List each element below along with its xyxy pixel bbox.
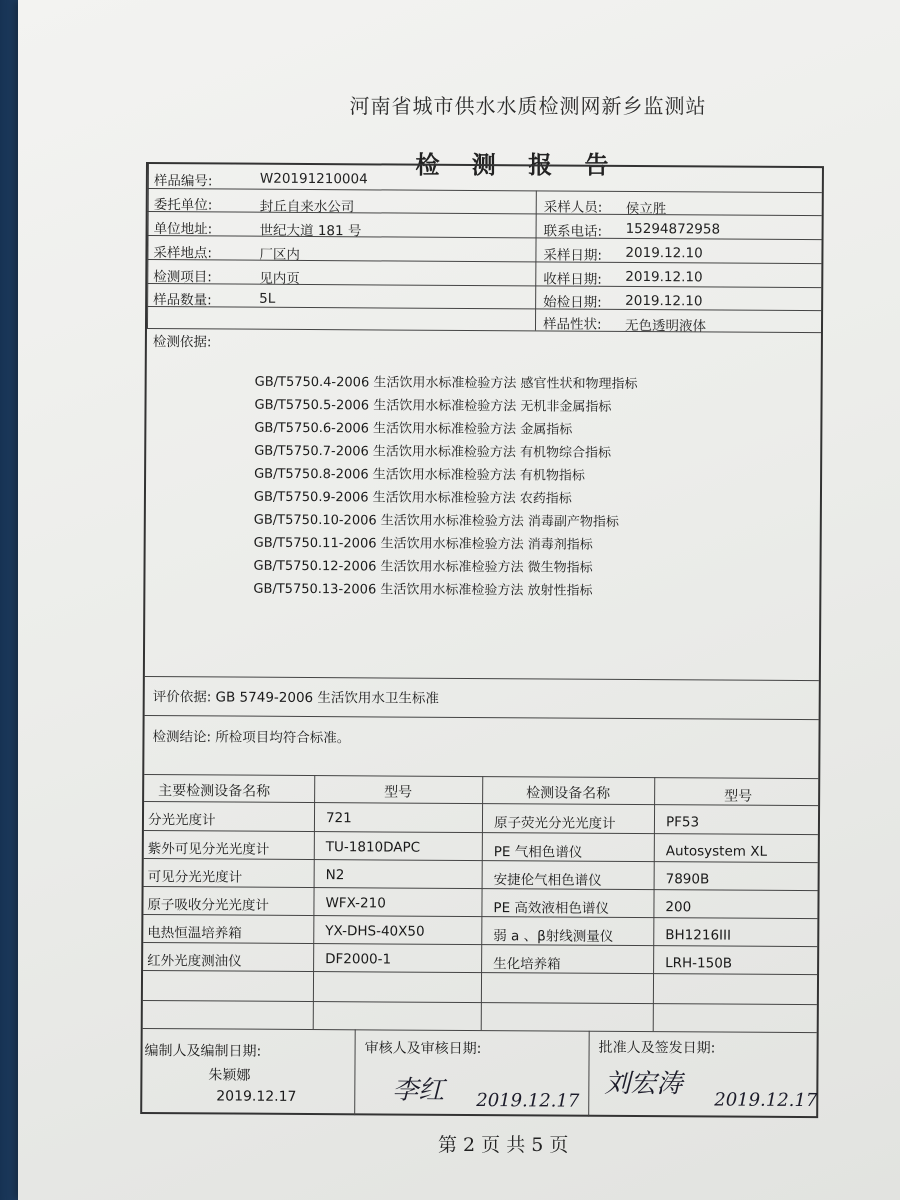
equip-cell: N2 — [325, 867, 345, 884]
row-divider — [148, 188, 822, 193]
method-line: GB/T5750.12-2006 生活饮用水标准检验方法 微生物指标 — [253, 558, 593, 576]
method-line: GB/T5750.8-2006 生活饮用水标准检验方法 有机物指标 — [254, 466, 585, 484]
evaluation-basis: 评价依据: GB 5749-2006 生活饮用水卫生标准 — [152, 689, 440, 707]
client-value: 封丘自来水公司 — [259, 198, 355, 216]
equip-cell: 分光光度计 — [147, 812, 216, 829]
receive-date-value: 2019.12.10 — [625, 268, 703, 286]
basis-label: 检测依据: — [152, 334, 212, 351]
equip-cell: LRH-150B — [665, 955, 733, 972]
col-divider — [313, 775, 316, 1029]
equip-cell: 安捷伦气相色谱仪 — [493, 872, 602, 889]
equip-cell: 生化培养箱 — [493, 956, 561, 973]
receive-date-label: 收样日期: — [543, 271, 602, 288]
sample-id-label: 样品编号: — [153, 173, 213, 190]
col-divider — [481, 776, 484, 1030]
row-divider — [145, 715, 819, 720]
equip-cell: 200 — [665, 899, 692, 916]
report-form — [140, 162, 824, 1118]
sampling-date-value: 2019.12.10 — [625, 244, 703, 262]
equip-cell: Autosystem XL — [665, 843, 768, 860]
test-conclusion: 检测结论: 所检项目均符合标准。 — [152, 729, 351, 747]
row-divider — [147, 259, 821, 264]
sampling-site-value: 厂区内 — [259, 246, 300, 263]
equip-cell: DF2000-1 — [325, 951, 392, 968]
test-items-value: 见内页 — [259, 270, 300, 287]
row-divider — [148, 211, 822, 216]
method-line: GB/T5750.5-2006 生活饮用水标准检验方法 无机非金属指标 — [254, 397, 612, 415]
method-line: GB/T5750.6-2006 生活饮用水标准检验方法 金属指标 — [254, 420, 573, 438]
equip-cell: BH1216III — [665, 927, 732, 944]
sampler-label: 采样人员: — [543, 199, 603, 216]
equip-cell: 7890B — [665, 871, 710, 888]
test-items-label: 检测项目: — [153, 269, 212, 286]
equip-header-model-2: 型号 — [724, 788, 753, 805]
row-divider — [145, 676, 819, 681]
organization-name: 河南省城市供水水质检测网新乡监测站 — [349, 94, 707, 118]
equip-cell: 721 — [325, 810, 352, 827]
sampler-value: 侯立胜 — [625, 200, 667, 218]
equip-cell: TU-1810DAPC — [325, 839, 421, 856]
approver-date: 2019.12.17 — [714, 1089, 818, 1112]
equip-cell: WFX-210 — [325, 895, 386, 912]
sampling-date-label: 采样日期: — [543, 247, 603, 264]
method-line: GB/T5750.4-2006 生活饮用水标准检验方法 感官性状和物理指标 — [254, 374, 638, 393]
col-divider — [588, 1031, 590, 1117]
reviewer-signature: 李红 — [392, 1075, 445, 1106]
col-divider — [653, 777, 656, 1031]
equip-cell: 电热恒温培养箱 — [147, 925, 242, 942]
equip-cell: 原子荧光分光光度计 — [493, 815, 616, 832]
editor-label: 编制人及编制日期: — [144, 1043, 262, 1060]
equip-cell: 红外光度测油仪 — [147, 953, 242, 970]
row-divider — [147, 283, 821, 288]
approver-label: 批准人及签发日期: — [598, 1039, 716, 1057]
sample-qty-label: 样品数量: — [153, 292, 212, 309]
reviewer-date: 2019.12.17 — [476, 1090, 580, 1112]
equip-cell: 紫外可见分光光度计 — [147, 841, 270, 858]
reviewer-label: 审核人及审核日期: — [364, 1040, 482, 1058]
equip-cell: 可见分光光度计 — [147, 869, 243, 886]
address-value: 世纪大道 181 号 — [259, 222, 362, 240]
equip-header-name-2: 检测设备名称 — [526, 785, 611, 802]
phone-value: 15294872958 — [625, 220, 721, 238]
address-label: 单位地址: — [153, 221, 213, 238]
equip-header-model: 型号 — [384, 784, 413, 801]
method-line: GB/T5750.13-2006 生活饮用水标准检验方法 放射性指标 — [253, 581, 593, 599]
sampling-site-label: 采样地点: — [153, 245, 213, 262]
row-divider — [143, 1028, 817, 1033]
start-date-label: 始检日期: — [543, 294, 602, 311]
client-label: 委托单位: — [153, 197, 213, 214]
equip-cell: PF53 — [665, 814, 700, 831]
method-line: GB/T5750.9-2006 生活饮用水标准检验方法 农药指标 — [253, 489, 572, 507]
row-divider — [148, 235, 822, 240]
row-divider — [147, 328, 821, 333]
method-line: GB/T5750.11-2006 生活饮用水标准检验方法 消毒剂指标 — [253, 535, 593, 553]
col-divider — [147, 164, 149, 328]
col-divider — [354, 1029, 356, 1115]
approver-signature: 刘宏涛 — [604, 1068, 683, 1100]
editor-date: 2019.12.17 — [216, 1088, 297, 1105]
report-title: 检 测 报 告 — [415, 150, 621, 179]
equip-cell: PE 气相色谱仪 — [493, 844, 583, 861]
equip-cell: 原子吸收分光光度计 — [147, 897, 270, 914]
sample-appearance-value: 无色透明液体 — [624, 317, 707, 335]
start-date-value: 2019.12.10 — [625, 292, 703, 310]
equip-cell: YX-DHS-40X50 — [325, 923, 425, 940]
equip-cell: PE 高效液相色谱仪 — [493, 900, 609, 917]
editor-name: 朱颖娜 — [208, 1067, 251, 1084]
sample-id-value: W20191210004 — [259, 170, 368, 188]
sample-qty-value: 5L — [259, 290, 276, 307]
phone-label: 联系电话: — [543, 223, 603, 240]
method-line: GB/T5750.7-2006 生活饮用水标准检验方法 有机物综合指标 — [254, 443, 612, 461]
sample-appearance-label: 样品性状: — [542, 316, 602, 333]
row-divider — [147, 306, 821, 311]
page-number: 第 2 页 共 5 页 — [438, 1134, 569, 1156]
method-line: GB/T5750.10-2006 生活饮用水标准检验方法 消毒副产物指标 — [253, 512, 619, 530]
equip-header-name: 主要检测设备名称 — [158, 783, 271, 800]
equip-cell: 弱 a 、β射线测量仪 — [493, 928, 614, 945]
